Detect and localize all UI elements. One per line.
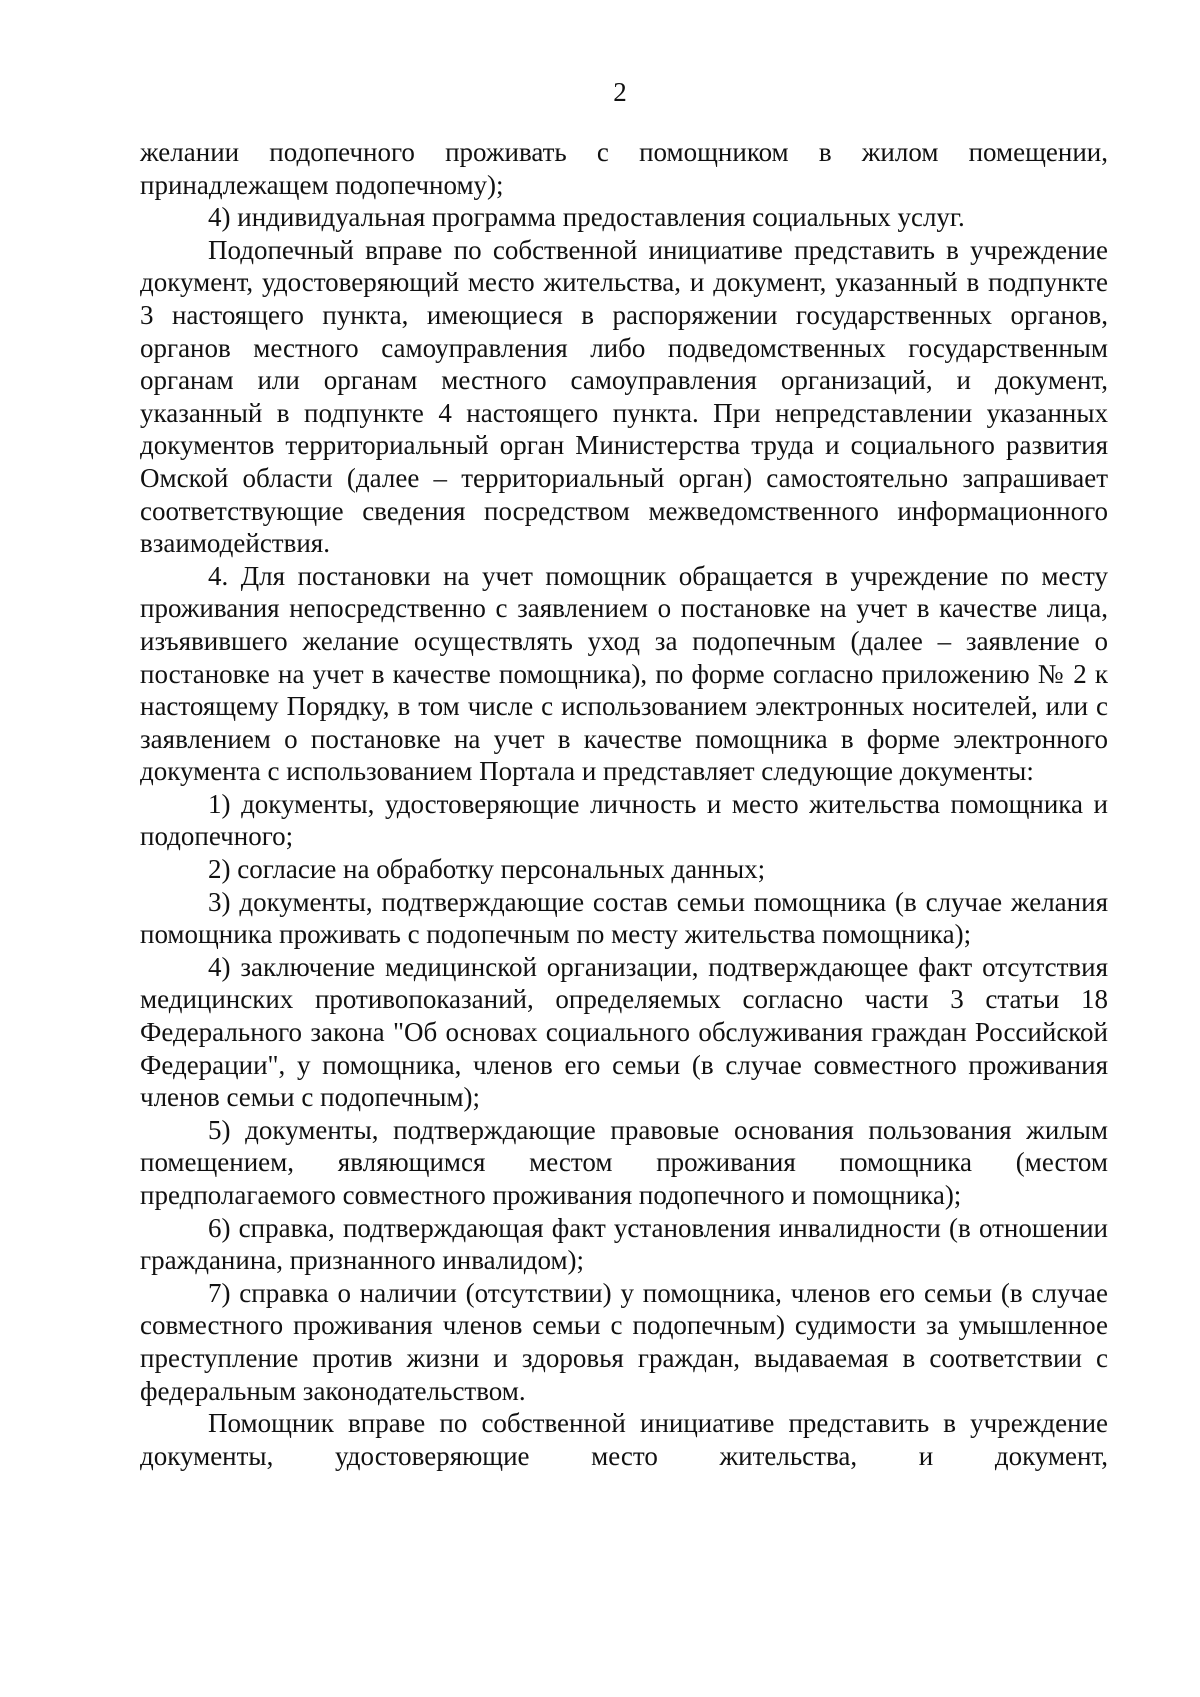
list-item-2-consent: 2) согласие на обработку персональных данных; [208,854,766,885]
list-item-4-medical-conclusion: 4) заключение медицинской организации, подтверждающее факт отсутствия медицинских противопоказаний, определяемых согласно части 3 статьи 18 Федерального закона "Об основах социального обслуживания граждан Российской Федерации", у помощника, членов его семьи (в случае совместного проживания членов семьи с подопечным); [140,951,1108,1113]
list-item-5-housing-documents: 5) документы, подтверждающие правовые основания пользования жилым помещением, являющимся местом проживания помощника (местом предполагаемого совместного проживания подопечного и помощника); [140,1114,1108,1210]
list-item-7-criminal-record-certificate: 7) справка о наличии (отсутствии) у помощника, членов его семьи (в случае совместного проживания членов семьи с подопечным) судимости за умышленное преступление против жизни и здоровья граждан, выдаваемая в соответствии с федеральным законодательством. [140,1277,1108,1406]
document-body [140,136,1108,1472]
paragraph-clause-4: 4. Для постановки на учет помощник обращается в учреждение по месту проживания непосредственно с заявлением о постановке на учет в качестве лица, изъявившего желание осуществлять уход за подопечным (далее – заявление о постановке на учет в качестве помощника), по форме согласно приложению № 2 к настоящему Порядку, в том числе с использованием электронных носителей, или с заявлением о постановке на учет в качестве помощника в форме электронного документа с использованием Портала и представляет следующие документы: [140,560,1108,787]
page-number: 2 [613,77,627,107]
list-item-3-family-documents: 3) документы, подтверждающие состав семьи помощника (в случае желания помощника проживать с подопечным по месту жительства помощника); [140,886,1108,950]
list-item-4-program: 4) индивидуальная программа предоставления социальных услуг. [208,202,965,233]
list-item-6-disability-certificate: 6) справка, подтверждающая факт установления инвалидности (в отношении гражданина, признанного инвалидом); [140,1212,1108,1276]
paragraph-ward-right: Подопечный вправе по собственной инициативе представить в учреждение документ, удостоверяющий место жительства, и документ, указанный в подпункте 3 настоящего пункта, имеющиеся в распоряжении государственных органов, органов местного самоуправления либо подведомственных государственным органам или органам местного самоуправления организаций, и документ, указанный в подпункте 4 настоящего пункта. При непредставлении указанных документов территориальный орган Министерства труда и социального развития Омской области (далее – территориальный орган) самостоятельно запрашивает соответствующие сведения посредством межведомственного информационного взаимодействия. [140,234,1108,559]
paragraph-assistant-right: Помощник вправе по собственной инициативе представить в учреждение документы, удостоверяющие место жительства, и документ, [140,1408,1108,1471]
paragraph-continuation: желании подопечного проживать с помощником в жилом помещении, принадлежащем подопечному); [140,137,1108,200]
list-item-1-identity-documents: 1) документы, удостоверяющие личность и место жительства помощника и подопечного; [140,788,1108,852]
